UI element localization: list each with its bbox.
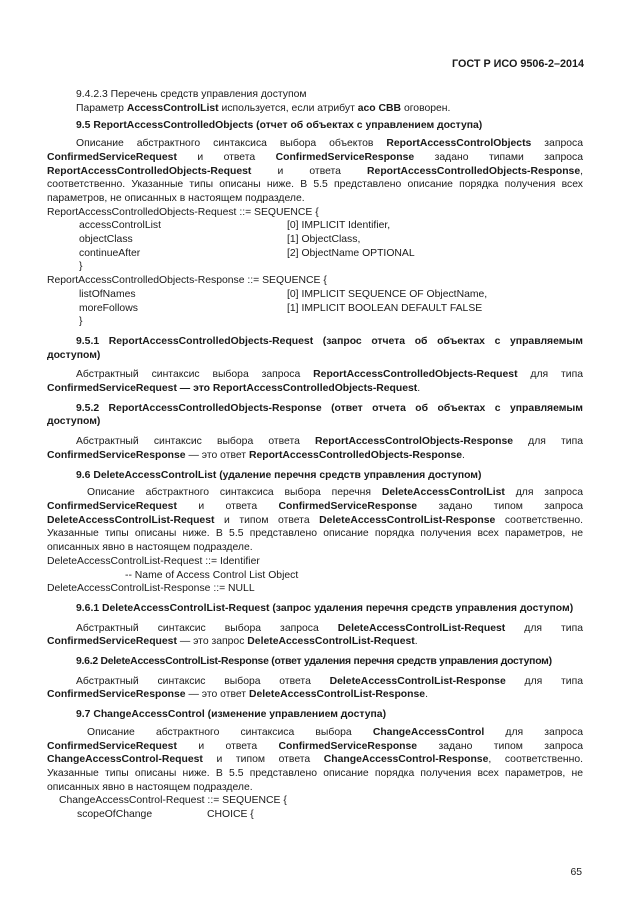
section-9-7-paragraph: Описание абстрактного синтаксиса выбора ChangeAccessControl для запроса ConfirmedServiceRequest и ответа ConfirmedServiceResponse задано типом запроса ChangeAccessControl-Request и типом ответа ChangeAccessControl-Response, соответственно. Указанные типы описаны ниже. В 5.5 представлено описание порядка получения всех параметров, не описанных явно в настоящем подразделе. (47, 726, 584, 793)
code-row: scopeOfChange CHOICE { (77, 809, 254, 821)
section-9-4-2-3-title: 9.4.2.3 Перечень средств управления доступом (76, 89, 307, 100)
section-9-4-2-3-text: Параметр AccessControlList используется, если атрибут aco CBB оговорен. (76, 102, 451, 114)
section-9-5-paragraph: Описание абстрактного синтаксиса выбора объектов ReportAccessControlObjects запроса ConfirmedServiceRequest и ответа ConfirmedServiceResponse задано типами запроса ReportAccessControlledObjects-Request и ответа ReportAccessControlledObjects-Response, соответственно. Указанные типы описаны ниже. В 5.5 представлено описание порядка получения всех параметров, не описанных в настоящем подразделе. (47, 138, 583, 204)
code-line: } (79, 316, 83, 328)
delete-acl-definition (47, 555, 583, 596)
section-9-6-2-text: Абстрактный синтаксис выбора ответа DeleteAccessControlList-Response для типа ConfirmedServiceResponse — это ответ DeleteAccessControlList-Response. (47, 675, 583, 701)
code-row: objectClass [1] ObjectClass, (79, 234, 361, 246)
section-9-6-2-title: 9.6.2 DeleteAccessControlList-Response (ответ удаления перечня средств управления доступом) (76, 656, 552, 668)
code-row: listOfNames [0] IMPLICIT SEQUENCE OF ObjectName, (79, 288, 488, 300)
document-body (47, 88, 583, 822)
report-response-definition (47, 274, 583, 329)
code-line: DeleteAccessControlList-Response ::= NULL (47, 583, 255, 595)
document-header: ГОСТ Р ИСО 9506-2–2014 (451, 58, 584, 70)
code-comment: -- Name of Access Control List Object (125, 569, 299, 581)
section-9-5-title: 9.5 ReportAccessControlledObjects (отчет об объектах с управлением доступа) (76, 120, 483, 132)
code-line: DeleteAccessControlList-Request ::= Identifier (47, 555, 260, 567)
report-request-definition (47, 206, 583, 275)
section-9-5-2-title: 9.5.2 ReportAccessControlledObjects-Response (ответ отчета об объектах с управляемым доступом) (47, 402, 583, 428)
section-9-5-2-text: Абстрактный синтаксис выбора ответа ReportAccessControlObjects-Response для типа ConfirmedServiceResponse — это ответ ReportAccessControlledObjects-Response. (47, 436, 583, 461)
code-line: ReportAccessControlledObjects-Request ::= SEQUENCE { (47, 206, 319, 218)
code-row: continueAfter [2] ObjectName OPTIONAL (79, 247, 415, 259)
code-line: ReportAccessControlledObjects-Response ::= SEQUENCE { (47, 275, 327, 287)
section-9-7-title: 9.7 ChangeAccessControl (изменение управлением доступа) (76, 709, 387, 721)
code-line: } (79, 261, 83, 273)
section-9-6-1-text: Абстрактный синтаксис выбора запроса DeleteAccessControlList-Request для типа ConfirmedServiceRequest — это запрос DeleteAccessControlList-Request. (47, 622, 583, 648)
page-number: 65 (570, 867, 582, 878)
code-row: moreFollows [1] IMPLICIT BOOLEAN DEFAULT FALSE (79, 302, 483, 314)
section-9-5-1-title: 9.5.1 ReportAccessControlledObjects-Request (запрос отчета об объектах с управляемым доступом) (47, 335, 583, 361)
section-9-6-title: 9.6 DeleteAccessControlList (удаление перечня средств управления доступом) (76, 469, 482, 481)
change-access-control-definition (47, 794, 583, 821)
section-9-6-paragraph: Описание абстрактного синтаксиса выбора перечня DeleteAccessControlList для запроса ConfirmedServiceRequest и ответа ConfirmedServiceResponse задано типом запроса DeleteAccessControlList-Request и типом ответа DeleteAccessControlList-Response соответственно. Указанные типы описаны ниже. В 5.5 представлено описание порядка получения всех параметров, не описанных явно в настоящем подразделе. (47, 487, 584, 554)
section-9-5-1-text: Абстрактный синтаксис выбора запроса ReportAccessControlledObjects-Request для типа ConfirmedServiceRequest — это ReportAccessControlledObjects-Request. (47, 369, 584, 395)
code-line: ChangeAccessControl-Request ::= SEQUENCE { (59, 795, 287, 807)
code-row: accessControlList [0] IMPLICIT Identifier, (79, 220, 391, 232)
section-9-6-1-title: 9.6.1 DeleteAccessControlList-Request (запрос удаления перечня средств управления доступом) (76, 602, 574, 614)
